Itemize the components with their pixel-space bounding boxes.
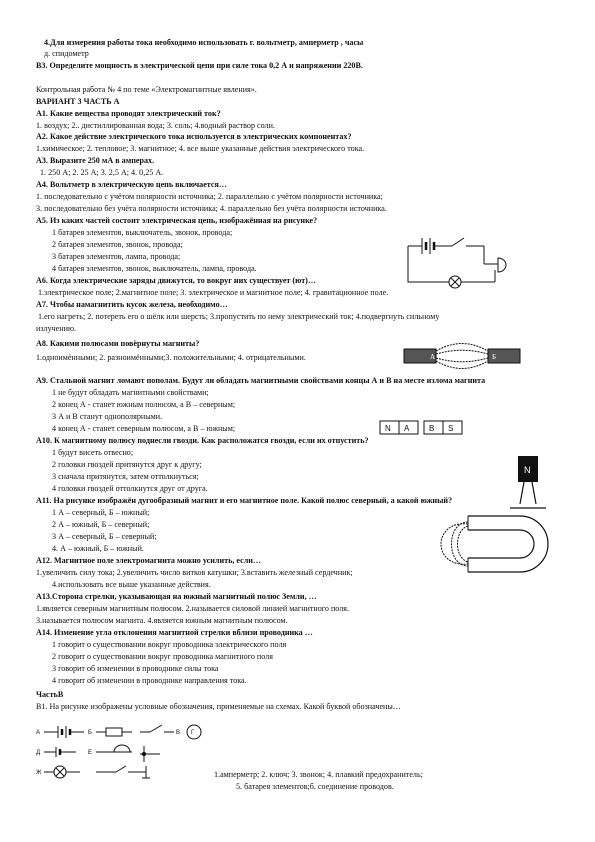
answers: 4 говорит об изменении в проводнике направления тока. — [52, 676, 247, 685]
answers: 4.использовать все выше указанные действия. — [52, 580, 211, 589]
question: А5. Из каких частей состоит электрическая цепь, изображённая на рисунке? — [36, 216, 318, 225]
pole-s-label: S — [448, 424, 454, 433]
question: А14. Изменение угла отклонения магнитной стрелки вблизи проводника … — [36, 628, 313, 637]
answers: 2 конец А - станет южным полюсом, а В – северным; — [52, 400, 236, 409]
answers: 4. А – южный, Б – южный. — [52, 544, 144, 553]
symbol-letter: Б — [88, 730, 92, 736]
question: А1. Какие вещества проводят электрический ток? — [36, 109, 221, 118]
pole-n-label: N — [385, 424, 391, 433]
answers: 1 не будут обладать магнитными свойствами; — [52, 388, 209, 397]
answers: 3 А – северный, Б – северный; — [52, 532, 157, 541]
question: А12. Магнитное поле электромагнита можно усилить, если… — [36, 556, 262, 565]
answers: 2 говорит о существовании вокруг проводника магнитного поля — [52, 652, 273, 661]
answers: 1. последовательно с учётом полярности источника; 2. параллельно с учётом полярности источника; — [36, 192, 383, 201]
question: А10. К магнитному полюсу поднесли гвозди. Как расположатся гвозди, если их отпустить? — [36, 436, 369, 445]
answers: 4 головки гвоздей оттолкнутся друг от друга. — [52, 484, 208, 493]
answers: 1.электрическое поле; 2.магнитное поле; 3. электрическое и магнитное поле; 4. гравитационное поле. — [38, 288, 389, 297]
answers: 1.одноимёнными; 2. разноимёнными;3. положительными; 4. отрицательными. — [36, 353, 306, 362]
circuit-symbols-figure — [36, 722, 216, 782]
answers: 1 батарея элементов, выключатель, звонок, провода; — [52, 228, 233, 237]
broken-magnet-figure — [380, 421, 462, 435]
answers: 3 сначала притянутся, затем оттолкнуться; — [52, 472, 199, 481]
answers: 3. последовательно без учёта полярности источника; 4. параллельно без учёта полярности источника. — [36, 204, 387, 213]
question: А3. Выразите 250 мА в амперах. — [36, 156, 155, 165]
symbol-letter: В — [176, 730, 181, 736]
question: А7. Чтобы намагнитить кусок железа, необходимо… — [36, 300, 228, 309]
answers: 1 будут висеть отвесно; — [52, 448, 134, 457]
answers: 1. воздух; 2.. дистиллированная вода; 3. соль; 4.водный раствор соли. — [36, 121, 275, 130]
magnet-label-a: А — [430, 353, 436, 361]
heading: ВАРИАНТ 3 ЧАСТЬ А — [36, 97, 120, 106]
symbol-letter: Г — [191, 730, 195, 736]
line: 4.Для измерения работы тока необходимо использовать г. вольтметр, амперметр , часы — [44, 38, 364, 47]
answers: 3.называется полюсом магнита. 4.является южным магнитным полюсом. — [36, 616, 288, 625]
symbol-letter: А — [36, 730, 41, 736]
question: А8. Какими полюсами повёрнуты магниты? — [36, 339, 200, 348]
symbol-letter: Е — [88, 750, 93, 756]
question: А13.Сторона стрелки, указывающая на южный магнитный полюс Земли, … — [36, 592, 317, 601]
answers: 4 батарея элементов, звонок, выключатель, лампа, провода. — [52, 264, 257, 273]
answers: 4 конец А - станет северным полюсом, а В – южным; — [52, 424, 236, 433]
magnets-figure — [404, 341, 520, 371]
answers: 1.амперметр; 2. ключ; 3. звонок; 4. плавкий предохранитель; — [214, 770, 423, 779]
answers: 3 батарея элементов, лампа, провода; — [52, 252, 181, 261]
circuit-figure — [400, 234, 520, 292]
answers: 1 говорит о существовании вокруг проводника электрического поля — [52, 640, 287, 649]
line: Контрольная работа № 4 по теме «Электромагнитные явления». — [36, 85, 257, 94]
heading: ЧастьВ — [36, 690, 64, 699]
magnet-label-b: Б — [492, 353, 497, 361]
answers: 1.увеличить силу тока; 2.увеличить число витков катушки; 3.вставить железный сердечник; — [36, 568, 353, 577]
answers: 1.является северным магнитным полюсом. 2.называется силовой линией магнитного поля. — [36, 604, 350, 613]
line: д. спидометр — [44, 49, 89, 58]
answers: 1. 250 А; 2. 25 А; 3. 2,5 А; 4. 0,25 А. — [40, 168, 164, 177]
answers: 1.химическое; 2. тепловое; 3. магнитное; 4. все выше указанные действия электрического тока. — [36, 144, 365, 153]
answers: 1.его нагреть; 2. потереть его о шёлк или шерсть; 3.пропустить по нему электрический ток; 4.подвергнуть сильному — [38, 312, 440, 321]
question: А2. Какое действие электрического тока используется в электрических компонентах? — [36, 132, 352, 141]
end-b-label: B — [429, 424, 435, 433]
answers: 2 А – южный, Б – северный; — [52, 520, 150, 529]
answers: излучению. — [36, 324, 77, 333]
magnet-nails-figure — [510, 456, 546, 516]
answers: 3 говорит об изменении в проводнике силы тока — [52, 664, 219, 673]
line: В3. Определите мощность в электрической цепи при силе тока 0,2 А и напряжении 220В. — [36, 61, 363, 70]
question: А9. Стальной магнит ломают пополам. Будут ли обладать магнитными свойствами концы А и В на месте излома магнита — [36, 376, 486, 385]
symbol-letter: Д — [36, 750, 41, 756]
question: В1. На рисунке изображены условные обозначения, применяемые на схемах. Какой буквой обозначены… — [36, 702, 401, 711]
answers: 5. батарея элементов;б. соединение проводов. — [236, 782, 394, 791]
answers: 3 А и В станут однополярными. — [52, 412, 163, 421]
answers: 2 головки гвоздей притянутся друг к другу; — [52, 460, 202, 469]
end-a-label: A — [404, 424, 410, 433]
symbol-letter: Ж — [36, 770, 42, 776]
question: А6. Когда электрические заряды движутся, то вокруг них существует (ют)… — [36, 276, 316, 285]
question: А11. На рисунке изображён дугообразный магнит и его магнитное поле. Какой полюс северный, а какой южный? — [36, 496, 453, 505]
question: А4. Вольтметр в электрическую цепь включается… — [36, 180, 227, 189]
pole-label: N — [524, 465, 531, 475]
answers: 2 батарея элементов, звонок, провода; — [52, 240, 183, 249]
horseshoe-magnet-figure — [428, 512, 546, 578]
answers: 1 А – северный, Б – южный; — [52, 508, 150, 517]
